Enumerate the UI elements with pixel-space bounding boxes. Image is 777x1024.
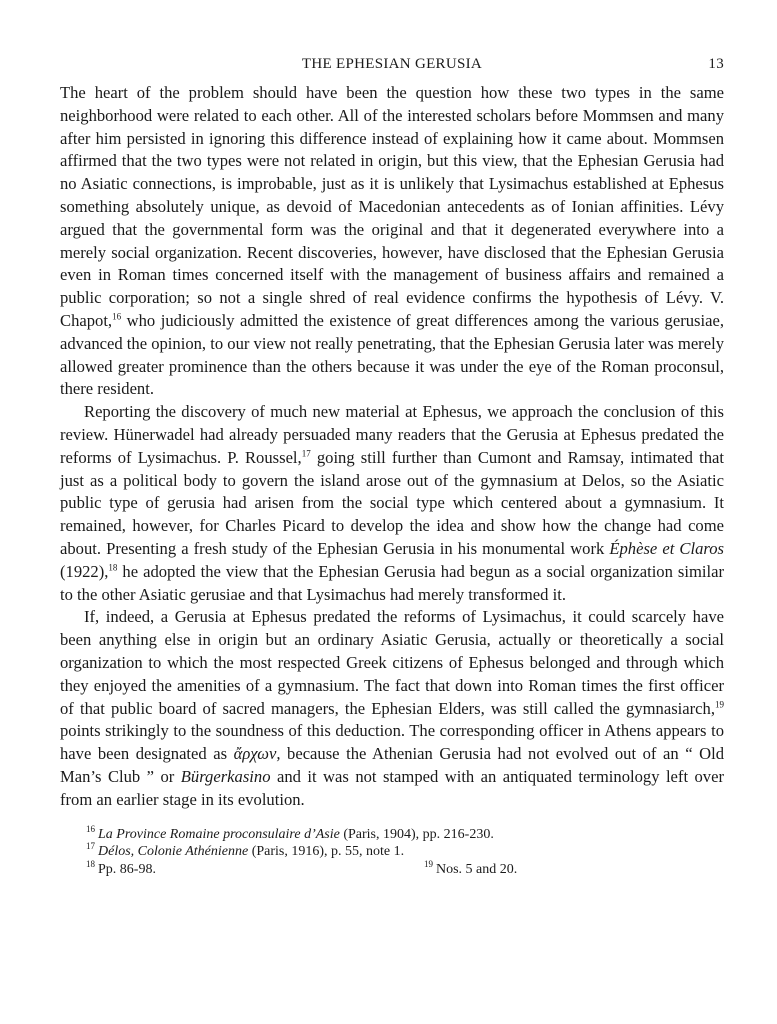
paragraph-text: he adopted the view that the Ephesian Gerusia had begun as a social organization similar to the other Asiatic gerusiae and that Lysimachus had merely transformed it.: [60, 561, 724, 604]
paragraph-1: [60, 82, 724, 401]
footnote-18: [86, 858, 156, 877]
footnote-ref-17: 17: [301, 448, 311, 459]
footnotes: [60, 823, 724, 879]
footnote-ref-19: 19: [715, 698, 724, 709]
footnote-text: Nos. 5 and 20.: [436, 861, 518, 877]
footnote-title: Délos, Colonie Athénienne: [98, 844, 249, 859]
running-head: [60, 56, 724, 82]
paragraph-text: The heart of the problem should have been the question how these two types in the same neighborhood were related to each other. All of the interested scholars before Mommsen and many after him persisted in ignoring this difference instead of explaining how it came about. Mommsen affirmed that the two types were not related in origin, but this view, that the Ephesian Gerusia had no Asiatic connections, is improbable, just as it is unlikely that Lysimachus established at Ephesus something absolutely unique, as devoid of Macedonian antecedents as of Ionian affinities. Lévy argued that the governmental form was the original and that it degenerated everywhere into a merely social organization. Recent discoveries, however, have disclosed that the Ephesian Gerusia even in Roman times concerned itself with the management of business affairs and remained a public corporation; so not a single shred of real evidence confirms the hypothesis of Lévy. V. Chapot,: [60, 83, 724, 330]
paragraph-text: and it was not stamped with an antiquated terminology left over from an earlier stage in its evolution.: [60, 766, 724, 809]
footnote-text: Pp. 86-98.: [98, 861, 156, 877]
footnote-17: [86, 843, 724, 861]
footnote-ref-16: 16: [112, 311, 122, 322]
paragraph-text: going still further than Cumont and Ramsay, intimated that just as a political body to govern the island arose out of the gymnasium at Delos, so the Asiatic public type of gerusia had arisen from the social type which centered about a gymnasium. It remained, however, for Charles Picard to develop the idea and show how the change had come about. Presenting a fresh study of the Ephesian Gerusia in his monumental work: [60, 447, 724, 558]
footnote-19: [424, 858, 518, 879]
footnote-number: 17: [86, 841, 95, 852]
footnote-number: 19: [424, 858, 433, 869]
paragraph-text: Reporting the discovery of much new material at Ephesus, we approach the conclusion of this review. Hünerwadel had already persuaded many readers that the Gerusia at Ephesus predated the reforms of Lysimachus. P. Roussel,: [60, 402, 724, 467]
page-number: 13: [708, 56, 724, 72]
body-text: [60, 82, 724, 812]
book-title-ephese-et-claros: Éphèse et Claros: [609, 538, 724, 558]
paragraph-text: If, indeed, a Gerusia at Ephesus predated the reforms of Lysimachus, it could scarcely have been anything else in origin but an ordinary Asiatic Gerusia, actually or theoretically a social organization to which the most respected Greek citizens of Ephesus belonged and through which they enjoyed the amenities of a gymnasium. The fact that down into Roman times the first officer of that public board of sacred managers, the Ephesian Elders, was still called the gymnasiarch,: [60, 607, 724, 718]
paragraph-text: points strikingly to the soundness of this deduction. The corresponding officer in Athens appears to have been designated as: [60, 721, 724, 764]
footnote-number: 16: [86, 823, 95, 834]
paragraph-2: [60, 401, 724, 606]
paragraph-text: who judiciously admitted the existence of great differences among the various gerusiae, advanced the opinion, to our view not really penetrating, that the Ephesian Gerusia later was merely allowed greater prominence than the others because it was under the eye of the Roman proconsul, there resident.: [60, 310, 724, 399]
footnote-text: (Paris, 1904), pp. 216-230.: [339, 826, 494, 842]
footnote-text: (Paris, 1916), p. 55, note 1.: [248, 844, 405, 859]
footnote-16: [86, 823, 724, 844]
footnote-number: 18: [86, 858, 95, 869]
running-title: THE EPHESIAN GERUSIA: [301, 56, 483, 72]
paragraph-text: (1922),: [60, 561, 109, 581]
greek-term-archon: ἄρχων,: [233, 744, 281, 764]
paragraph-3: [60, 606, 724, 811]
footnote-18-19-row: [86, 858, 724, 879]
paragraph-text: because the Athenian Gerusia had not evolved out of an “ Old Man’s Club ” or: [60, 744, 724, 786]
term-burgerkasino: Bürgerkasino: [180, 766, 271, 786]
page: [60, 56, 724, 878]
footnote-ref-18: 18: [108, 562, 118, 573]
footnote-title: La Province Romaine proconsulaire d’Asie: [98, 826, 340, 842]
